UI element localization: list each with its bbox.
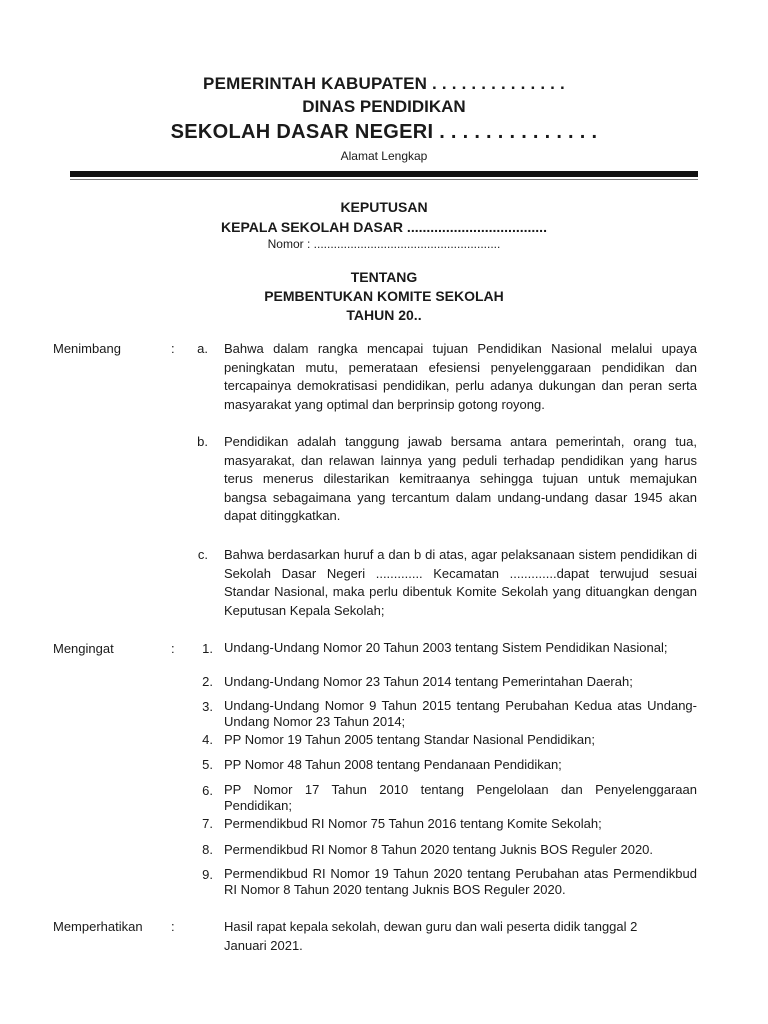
list-item: Undang-Undang Nomor 23 Tahun 2014 tentang Pemerintahan Daerah;: [224, 674, 633, 689]
list-item: PP Nomor 17 Tahun 2010 tentang Pengelolaan dan Penyelenggaraan Pendidikan;: [224, 782, 697, 813]
section-colon: :: [171, 341, 175, 356]
list-item: Pendidikan adalah tanggung jawab bersama antara pemerintah, orang tua, masyarakat, dan relawan lainnya yang peduli terhadap pendidikan yang harus terus menerus dilestarikan kemitraanya sehingga tujuan untuk memajukan bangsa sebagaimana yang tercantum dalam undang-undang dasar 1945 akan dapat ditinggkatkan.: [224, 434, 697, 524]
list-marker: a.: [197, 341, 208, 356]
list-marker: c.: [197, 547, 208, 562]
letterhead-thick-rule: [70, 171, 698, 177]
letterhead-thin-rule: [70, 179, 698, 180]
list-item: Permendikbud RI Nomor 8 Tahun 2020 tentang Juknis BOS Reguler 2020.: [224, 842, 654, 857]
decision-number: Nomor : ........................................................: [267, 237, 501, 251]
list-item: Bahwa berdasarkan huruf a dan b di atas, agar pelaksanaan sistem pendidikan di Sekolah Dasar Negeri ............. Kecamatan .............dapat terwujud sesuai Standar Nasional, maka perlu dibentuk Komite Sekolah yang dituangkan dengan Keputusan Kepala Sekolah;: [224, 547, 697, 618]
list-item: Bahwa dalam rangka mencapai tujuan Pendidikan Nasional melalui upaya peningkatan mutu, pemerataan efesiensi penyelenggaraan pendidikan dan tercapainya demokratisasi pendidikan, perlu adanya dukungan dan peran serta masyarakat yang optimal dan berprinsip gotong royong.: [224, 341, 697, 412]
section-label-memperhatikan: Memperhatikan: [53, 919, 143, 934]
department-header: DINAS PENDIDIKAN: [302, 97, 466, 116]
list-marker: 2.: [202, 674, 213, 689]
list-item: PP Nomor 48 Tahun 2008 tentang Pendanaan Pendidikan;: [224, 757, 562, 772]
list-item: Undang-Undang Nomor 20 Tahun 2003 tentang Sistem Pendidikan Nasional;: [224, 640, 668, 655]
government-header: PEMERINTAH KABUPATEN . . . . . . . . . . . . . .: [203, 74, 565, 93]
list-item: Undang-Undang Nomor 9 Tahun 2015 tentang Perubahan Kedua atas Undang-Undang Nomor 23 Tahun 2014;: [224, 698, 697, 729]
subject-title: TENTANG: [350, 269, 418, 285]
section-label-mengingat: Mengingat: [53, 641, 114, 656]
list-item: Permendikbud RI Nomor 19 Tahun 2020 tentang Perubahan atas Permendikbud RI Nomor 8 Tahun 2020 tentang Juknis BOS Reguler 2020.: [224, 866, 697, 897]
school-header: SEKOLAH DASAR NEGERI . . . . . . . . . . . . . .: [170, 121, 598, 143]
list-marker: 7.: [202, 816, 213, 831]
section-colon: :: [171, 641, 175, 656]
considerations-text: Hasil rapat kepala sekolah, dewan guru dan wali peserta didik tanggal 2 Januari 2021.: [224, 919, 638, 953]
section-colon: :: [171, 919, 175, 934]
list-marker: 4.: [202, 732, 213, 747]
list-marker: 5.: [202, 757, 213, 772]
list-marker: 8.: [202, 842, 213, 857]
decision-subtitle: KEPALA SEKOLAH DASAR ....................................: [221, 219, 547, 235]
decision-title: KEPUTUSAN: [340, 199, 428, 215]
section-label-menimbang: Menimbang: [53, 341, 121, 356]
subject-line-1: PEMBENTUKAN KOMITE SEKOLAH: [264, 288, 504, 304]
subject-line-2: TAHUN 20..: [346, 307, 422, 323]
list-marker: 9.: [202, 867, 213, 882]
list-item: PP Nomor 19 Tahun 2005 tentang Standar Nasional Pendidikan;: [224, 732, 596, 747]
list-item: Permendikbud RI Nomor 75 Tahun 2016 tentang Komite Sekolah;: [224, 816, 602, 831]
list-marker: b.: [197, 434, 208, 449]
list-marker: 1.: [202, 641, 213, 656]
school-address: Alamat Lengkap: [340, 149, 428, 163]
list-marker: 6.: [202, 783, 213, 798]
list-marker: 3.: [202, 699, 213, 714]
